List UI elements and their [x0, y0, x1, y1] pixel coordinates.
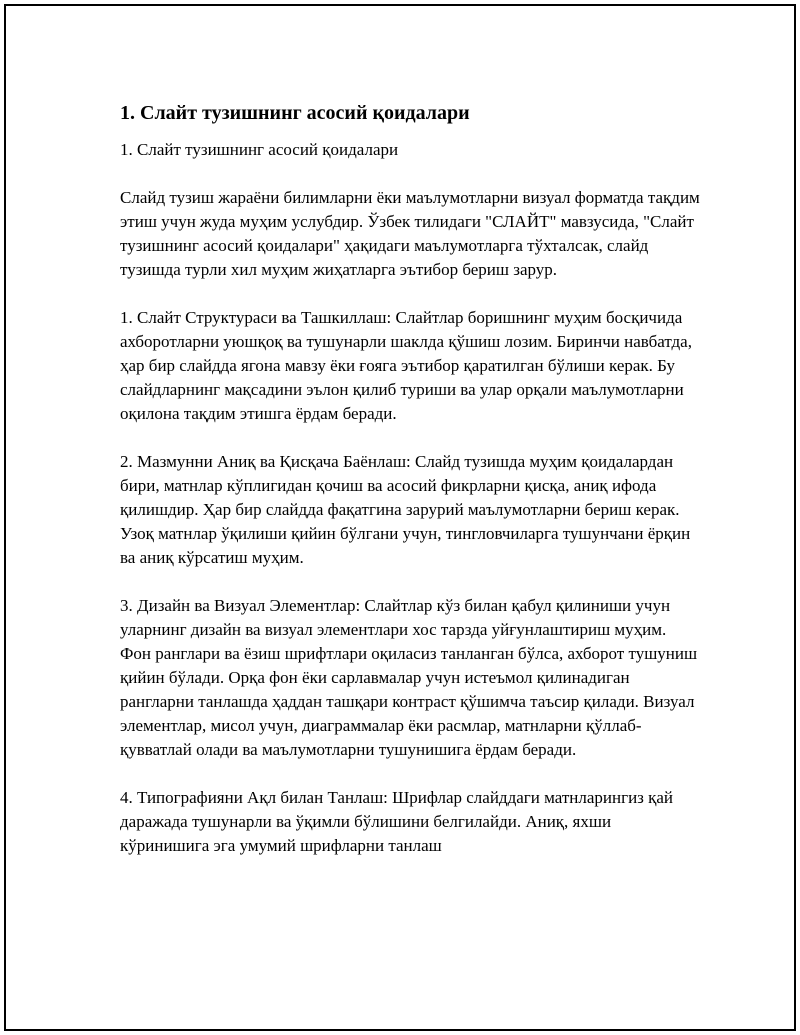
document-page [4, 4, 796, 1031]
document-body [120, 100, 700, 882]
paragraph-structure: 1. Слайт Структураси ва Ташкиллаш: Слайтлар боришнинг муҳим босқичида ахборотларни уюшқоқ ва тушунарли шаклда қўшиш лозим. Биринчи навбатда, ҳар бир слайдда ягона мавзу ёки ғояга эътибор қаратилган бўлиши керак. Бу слайдларнинг мақсадини эълон қилиб туриши ва улар орқали маълумотларни оқилона тақдим этишга ёрдам беради. [120, 308, 692, 423]
document-title: 1. Слайт тузишнинг асосий қоидалари [120, 102, 470, 124]
paragraph-typography: 4. Типографияни Ақл билан Танлаш: Шрифлар слайддаги матнларингиз қай даражада тушунарли ва ўқимли бўлишини белгилайди. Аниқ, яхши кўринишига эга умумий шрифларни танлаш [120, 788, 674, 855]
paragraph-intro: Слайд тузиш жараёни билимларни ёки маълумотларни визуал форматда тақдим этиш учун жуда муҳим услубдир. Ўзбек тилидаги "СЛАЙТ" мавзусида, "Слайт тузишнинг асосий қоидалари" ҳақидаги маълумотларга тўхталсак, слайд тузишда турли хил муҳим жиҳатларга эътибор бериш зарур. [120, 188, 700, 279]
document-subtitle: 1. Слайт тузишнинг асосий қоидалари [120, 140, 399, 159]
paragraph-content: 2. Мазмунни Аниқ ва Қисқача Баёнлаш: Слайд тузишда муҳим қоидалардан бири, матнлар кўплигидан қочиш ва асосий фикрларни қисқа, аниқ ифода қилишдир. Ҳар бир слайдда фақатгина зарурий маълумотларни бериш керак. Узоқ матнлар ўқилиши қийин бўлгани учун, тингловчиларга тушунчани ёрқин ва аниқ кўрсатиш муҳим. [120, 452, 691, 567]
paragraph-design: 3. Дизайн ва Визуал Элементлар: Слайтлар кўз билан қабул қилиниши учун уларнинг дизайн ва визуал элементлари хос тарзда уйғунлаштириш муҳим. Фон ранглари ва ёзиш шрифтлари оқиласиз танланган бўлса, ахборот тушуниш қийин бўлади. Орқа фон ёки сарлавмалар учун истеъмол қилинадиган рангларни танлашда ҳаддан ташқари контраст қўшимча таъсир қилади. Визуал элементлар, мисол учун, диаграммалар ёки расмлар, матнларни қўллаб-қувватлай олади ва маълумотларни тушунишига ёрдам беради. [120, 596, 698, 759]
